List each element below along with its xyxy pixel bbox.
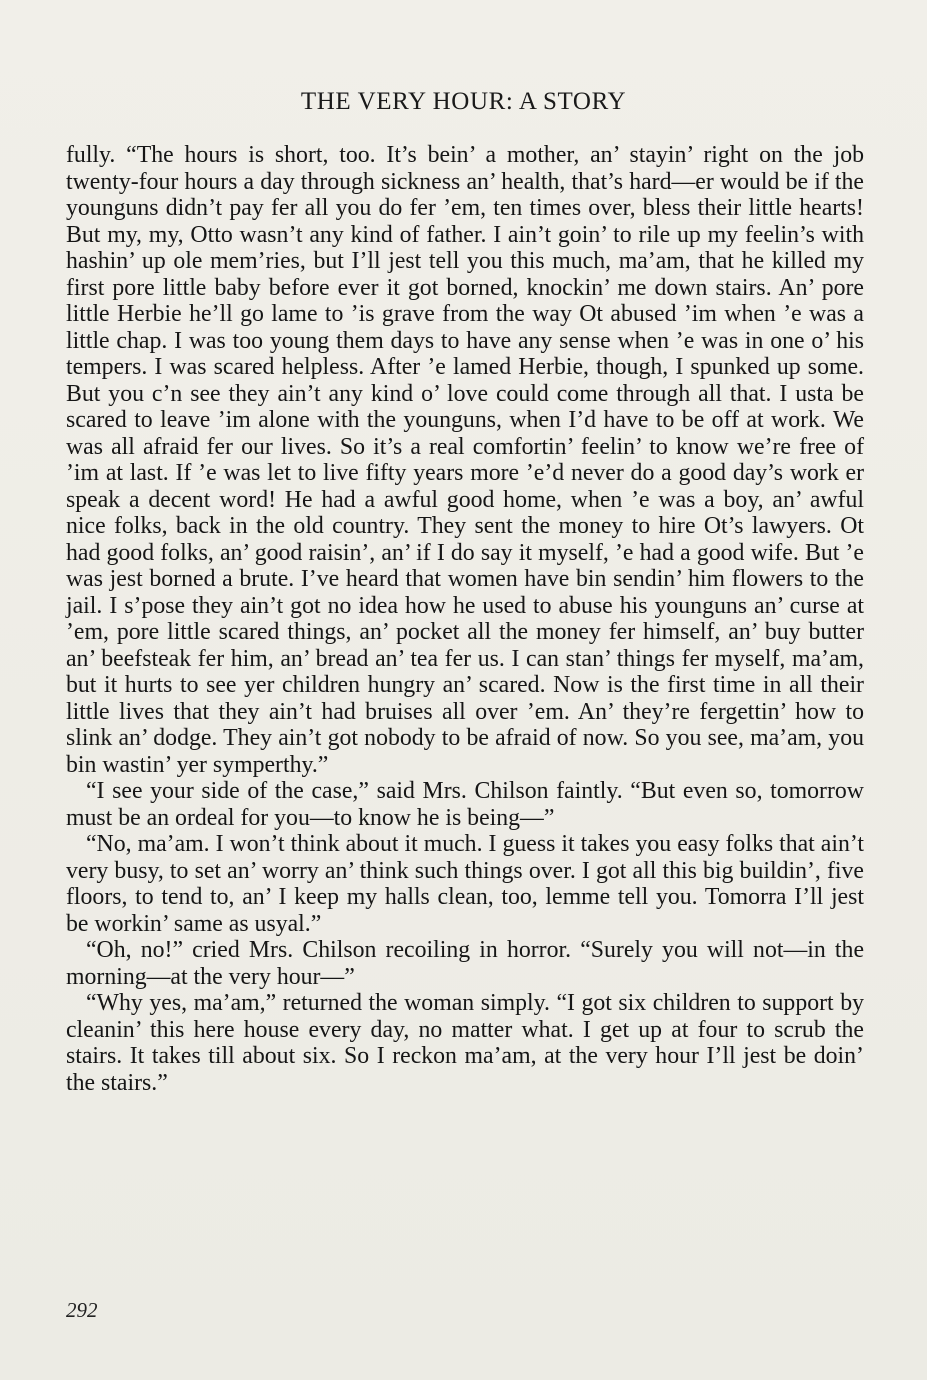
paragraph: “No, ma’am. I won’t think about it much. I guess it takes you easy folks that ain’t very busy, to set an’ worry an’ think such things over. I got all this big buildin’, five floors, to tend to, an’ I keep my halls clean, too, lemme tell you. Tomorra I’ll jest be workin’ same as usyal.” xyxy=(66,831,864,937)
page-number: 292 xyxy=(66,1298,98,1322)
paragraph-continued: fully. “The hours is short, too. It’s bein’ a mother, an’ stayin’ right on the job twenty-four hours a day through sickness an’ health, that’s hard—er would be if the younguns didn’t pay fer all you do fer ’em, ten times over, bless their little hearts! But my, my, Otto wasn’t any kind of father. I ain’t goin’ to rile up my feelin’s with hashin’ up ole mem’ries, but I’ll jest tell you this much, ma’am, that he killed my first pore little baby before ever it got borned, knockin’ me down stairs. An’ pore little Herbie he’ll go lame to ’is grave from the way Ot abused ’im when ’e was a little chap. I was too young them days to have any sense when ’e was in one o’ his tempers. I was scared helpless. After ’e lamed Herbie, though, I spunked up some. But you c’n see they ain’t any kind o’ love could come through all that. I usta be scared to leave ’im alone with the younguns, when I’d have to be off at work. We was all afraid fer our lives. So it’s a real comfortin’ feelin’ to know we’re free of ’im at last. If ’e was let to live fifty years more ’e’d never do a good day’s work er speak a decent word! He had a awful good home, when ’e was a boy, an’ awful nice folks, back in the old country. They sent the money to hire Ot’s lawyers. Ot had good folks, an’ good raisin’, an’ if I do say it myself, ’e had a good wife. But ’e was jest borned a brute. I’ve heard that women have bin sendin’ him flowers to the jail. I s’pose they ain’t got no idea how he used to abuse his younguns an’ curse at ’em, pore little scared things, an’ pocket all the money fer himself, an’ buy butter an’ beefsteak fer him, an’ bread an’ tea fer us. I can stan’ things fer myself, ma’am, but it hurts to see yer children hungry an’ scared. Now is the first time in all their little lives that they ain’t had bruises all over ’em. An’ they’re fergettin’ how to slink an’ dodge. They ain’t got nobody to be afraid of now. So you see, ma’am, you bin wastin’ yer symperthy.” xyxy=(66,142,864,778)
running-head: THE VERY HOUR: A STORY xyxy=(300,88,627,115)
story-text xyxy=(66,142,864,1096)
paragraph: “I see your side of the case,” said Mrs. Chilson faintly. “But even so, tomorrow must be an ordeal for you—to know he is being—” xyxy=(66,778,864,831)
paragraph: “Why yes, ma’am,” returned the woman simply. “I got six children to support by cleanin’ this here house every day, no matter what. I get up at four to scrub the stairs. It takes till about six. So I reckon ma’am, at the very hour I’ll jest be doin’ the stairs.” xyxy=(66,990,864,1096)
paragraph: “Oh, no!” cried Mrs. Chilson recoiling in horror. “Surely you will not—in the morning—at the very hour—” xyxy=(66,937,864,990)
